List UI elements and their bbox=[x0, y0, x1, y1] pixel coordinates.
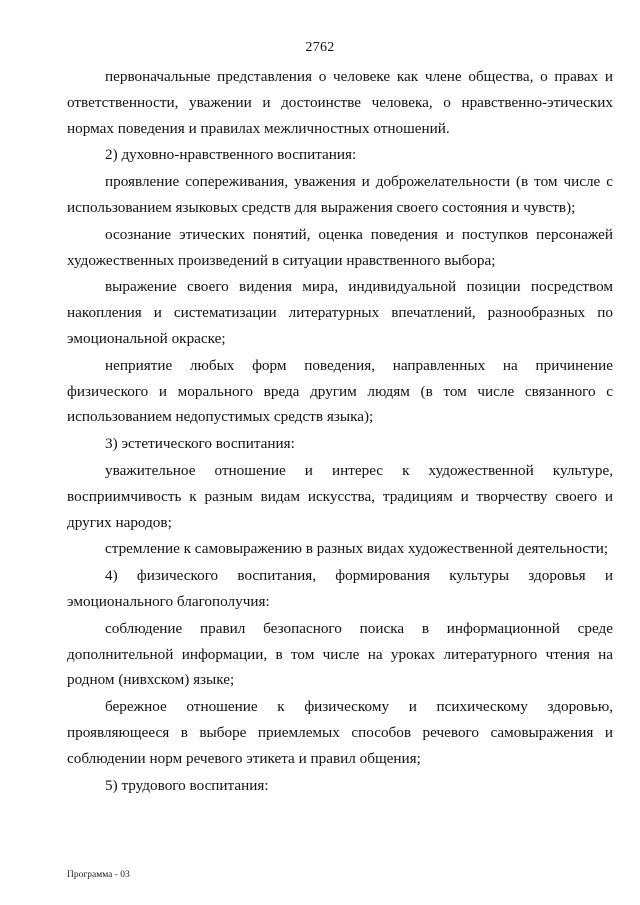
heading-labor-education: 5) трудового воспитания: bbox=[105, 776, 269, 794]
document-body bbox=[67, 64, 613, 799]
paragraph-ethical-concepts: осознание этических понятий, оценка поведения и поступков персонажей художественных произведений в ситуации нравственного выбора; bbox=[67, 225, 613, 269]
paragraph-rejection-of-harm: неприятие любых форм поведения, направленных на причинение физического и морального вреда другим людям (в том числе связанного с использованием недопустимых средств языка); bbox=[67, 356, 613, 426]
page-footer: Программа - 03 bbox=[67, 870, 130, 880]
page-number: 2762 bbox=[305, 40, 335, 55]
heading-aesthetic-education: 3) эстетического воспитания: bbox=[105, 435, 295, 453]
heading-spiritual-moral-education: 2) духовно-нравственного воспитания: bbox=[105, 146, 357, 164]
paragraph-safe-search: соблюдение правил безопасного поиска в информационной среде дополнительной информации, в том числе на уроках литературного чтения на родном (нивхском) языке; bbox=[67, 619, 613, 689]
paragraph-worldview: выражение своего видения мира, индивидуальной позиции посредством накопления и систематизации литературных впечатлений, разнообразных по эмоциональной окраске; bbox=[67, 278, 613, 347]
paragraph-social-representations: первоначальные представления о человеке как члене общества, о правах и ответственности, уважении и достоинстве человека, о нравственно-этических нормах поведения и правилах межличностных отношений. bbox=[67, 68, 613, 137]
heading-physical-education: 4) физического воспитания, формирования культуры здоровья и эмоционального благополучия: bbox=[67, 567, 613, 610]
paragraph-self-expression: стремление к самовыражению в разных видах художественной деятельности; bbox=[105, 540, 609, 558]
paragraph-respect-for-culture: уважительное отношение и интерес к художественной культуре, восприимчивость к разным видам искусства, традициям и творчеству своего и других народов; bbox=[67, 461, 613, 531]
paragraph-empathy: проявление сопереживания, уважения и доброжелательности (в том числе с использованием языковых средств для выражения своего состояния и чувств); bbox=[67, 173, 613, 216]
paragraph-health-care: бережное отношение к физическому и психическому здоровью, проявляющееся в выборе приемлемых способов речевого самовыражения и соблюдении норм речевого этикета и правил общения; bbox=[67, 698, 613, 767]
